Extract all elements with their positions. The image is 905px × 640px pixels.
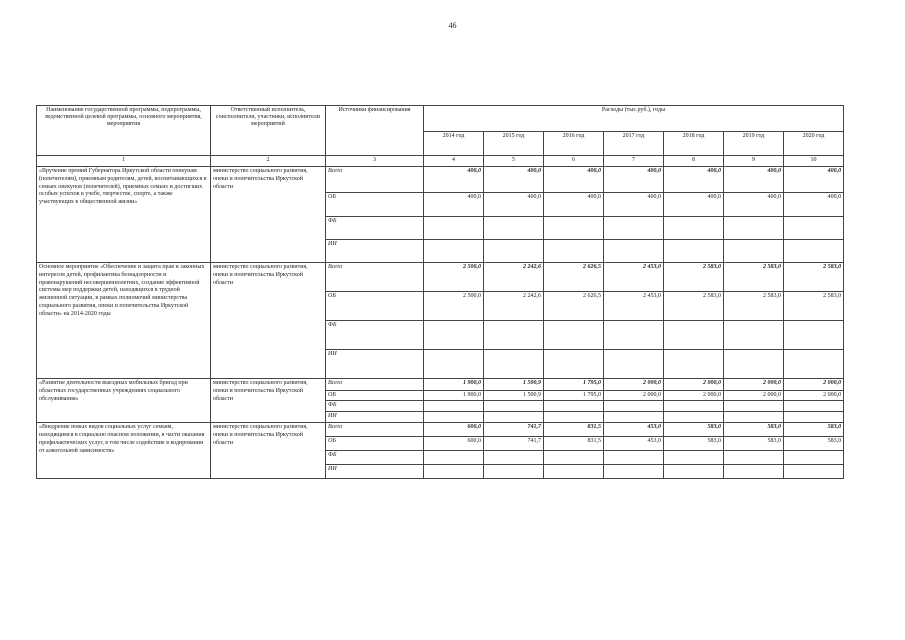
amount-ob: 2 453,0 [604,292,664,321]
amount-ob: 2 000,0 [784,391,844,401]
column-number: 3 [326,156,424,167]
amount-fb [664,401,724,412]
amount-ii [604,465,664,479]
measure-name: «Вручение премий Губернатора Иркутской области опекунам (попечителям), приемным родителям, детей, воспитывающихся в семьях опекунов (попечителей), приемных семьях и достигших особых успехов в учебе, творчестве, спорте, а также участвующих в общественной жизни» [37,167,211,263]
header-source: Источники финансирования [326,106,424,156]
funding-source-total: Всего [326,423,424,437]
table-body [37,167,844,479]
funding-source-fb: ФБ [326,401,424,412]
amount-fb [664,321,724,350]
amount-ob: 741,7 [484,437,544,451]
amount-fb [484,217,544,240]
amount-ob: 2 000,0 [724,391,784,401]
amount-fb [784,401,844,412]
amount-total: 2 242,6 [484,263,544,292]
amount-fb [724,451,784,465]
amount-ii [544,350,604,379]
header-year: 2017 год [604,132,664,156]
amount-fb [724,321,784,350]
amount-fb [664,217,724,240]
amount-ob: 831,5 [544,437,604,451]
amount-total: 2 000,0 [724,379,784,391]
amount-ii [664,465,724,479]
amount-ii [484,240,544,263]
amount-fb [604,451,664,465]
funding-source-ii: ИИ [326,465,424,479]
amount-total: 2 626,5 [544,263,604,292]
amount-ob: 400,0 [664,193,724,217]
column-number: 2 [211,156,326,167]
amount-ob: 2 000,0 [664,391,724,401]
amount-ob: 583,0 [784,437,844,451]
amount-total: 400,0 [604,167,664,193]
amount-ob: 400,0 [424,193,484,217]
amount-total: 400,0 [784,167,844,193]
amount-fb [724,401,784,412]
amount-total: 400,0 [544,167,604,193]
funding-source-fb: ФБ [326,217,424,240]
amount-ob: 400,0 [724,193,784,217]
amount-total: 1 795,0 [544,379,604,391]
responsible-executor: министерство социального развития, опеки и попечительства Иркутской области [211,423,326,479]
amount-total: 583,0 [664,423,724,437]
amount-ob: 2 500,0 [424,292,484,321]
amount-total: 400,0 [664,167,724,193]
amount-ob: 2 583,0 [664,292,724,321]
amount-total: 583,0 [784,423,844,437]
amount-fb [604,401,664,412]
funding-source-ii: ИИ [326,240,424,263]
amount-total: 2 000,0 [604,379,664,391]
funding-source-ob: ОБ [326,193,424,217]
amount-fb [604,321,664,350]
amount-ii [784,412,844,423]
amount-fb [784,217,844,240]
amount-fb [544,217,604,240]
amount-ob: 400,0 [784,193,844,217]
amount-fb [544,401,604,412]
measure-name: «Развитие деятельности выездных мобильных бригад при областных государственных учреждениях социального обслуживания» [37,379,211,423]
amount-ii [724,240,784,263]
amount-fb [484,321,544,350]
table-row [37,167,844,193]
amount-fb [484,401,544,412]
header-year: 2020 год [784,132,844,156]
amount-fb [544,451,604,465]
table-row [37,263,844,292]
budget-table [36,105,844,479]
amount-ii [424,465,484,479]
table-row [37,379,844,391]
amount-fb [484,451,544,465]
amount-ii [724,350,784,379]
amount-ii [604,350,664,379]
amount-total: 400,0 [724,167,784,193]
funding-source-ob: ОБ [326,437,424,451]
amount-total: 600,0 [424,423,484,437]
amount-total: 2 500,0 [424,263,484,292]
amount-ob: 583,0 [724,437,784,451]
amount-total: 2 583,0 [724,263,784,292]
header-year: 2016 год [544,132,604,156]
header-expenses: Расходы (тыс.руб.), годы [424,106,844,132]
amount-fb [664,451,724,465]
amount-fb [724,217,784,240]
amount-ii [784,350,844,379]
amount-ii [664,412,724,423]
column-number: 8 [664,156,724,167]
amount-ob: 1 900,0 [424,391,484,401]
column-number: 4 [424,156,484,167]
funding-source-ii: ИИ [326,412,424,423]
measure-name: Основное мероприятие «Обеспечение и защита прав и законных интересов детей, профилактика безнадзорности и правонарушений несовершеннолетних, создание эффективной системы мер поддержки детей, находящихся в трудной жизненной ситуации, в рамках полномочий министерства социального развития, опеки и попечительства Иркутской области» на 2014-2020 годы [37,263,211,379]
amount-total: 2 453,0 [604,263,664,292]
amount-ii [784,465,844,479]
amount-total: 2 000,0 [664,379,724,391]
amount-ob: 1 500,9 [484,391,544,401]
amount-total: 400,0 [484,167,544,193]
header-name: Наименование государственной программы, подпрограммы, ведомственной целевой программы, основного мероприятия, мероприятия [37,106,211,156]
funding-source-total: Всего [326,263,424,292]
amount-total: 1 500,9 [484,379,544,391]
amount-ob: 2 583,0 [724,292,784,321]
header-year: 2019 год [724,132,784,156]
amount-ii [424,240,484,263]
column-number: 7 [604,156,664,167]
amount-ii [724,465,784,479]
amount-total: 2 000,0 [784,379,844,391]
amount-ob: 400,0 [544,193,604,217]
amount-fb [424,401,484,412]
header-year: 2018 год [664,132,724,156]
amount-total: 2 583,0 [664,263,724,292]
amount-total: 2 583,0 [784,263,844,292]
amount-total: 741,7 [484,423,544,437]
amount-ii [424,350,484,379]
column-number: 5 [484,156,544,167]
amount-fb [784,451,844,465]
amount-ii [424,412,484,423]
amount-fb [424,217,484,240]
amount-ii [484,465,544,479]
column-number: 6 [544,156,604,167]
funding-source-ob: ОБ [326,292,424,321]
amount-ob: 453,0 [604,437,664,451]
amount-ii [544,240,604,263]
amount-ii [784,240,844,263]
amount-ob: 600,0 [424,437,484,451]
responsible-executor: министерство социального развития, опеки и попечительства Иркутской области [211,167,326,263]
header-year: 2014 год [424,132,484,156]
amount-fb [424,451,484,465]
page-number: 46 [448,21,457,30]
amount-ii [724,412,784,423]
amount-fb [604,217,664,240]
amount-ob: 2 626,5 [544,292,604,321]
table-row [37,423,844,437]
amount-fb [544,321,604,350]
funding-source-ob: ОБ [326,391,424,401]
funding-source-total: Всего [326,167,424,193]
amount-ii [484,350,544,379]
funding-source-total: Всего [326,379,424,391]
amount-ob: 2 242,6 [484,292,544,321]
amount-ii [544,412,604,423]
amount-total: 400,0 [424,167,484,193]
amount-ob: 1 795,0 [544,391,604,401]
funding-source-ii: ИИ [326,350,424,379]
responsible-executor: министерство социального развития, опеки и попечительства Иркутской области [211,379,326,423]
column-number: 9 [724,156,784,167]
header-year: 2015 год [484,132,544,156]
column-number: 1 [37,156,211,167]
amount-fb [784,321,844,350]
measure-name: «Внедрение новых видов социальных услуг семьям, находящимся в социально опасном положении, в части оказания профилактических услуг, в том числе содействие в кодировании от алкогольной зависимости» [37,423,211,479]
responsible-executor: министерство социального развития, опеки и попечительства Иркутской области [211,263,326,379]
amount-ob: 2 583,0 [784,292,844,321]
amount-ii [484,412,544,423]
amount-ob: 2 000,0 [604,391,664,401]
header-responsible: Ответственный исполнитель, соисполнители, участники, исполнители мероприятий [211,106,326,156]
funding-source-fb: ФБ [326,321,424,350]
amount-total: 583,0 [724,423,784,437]
amount-ii [664,350,724,379]
amount-ob: 400,0 [484,193,544,217]
funding-source-fb: ФБ [326,451,424,465]
amount-total: 453,0 [604,423,664,437]
amount-ii [604,412,664,423]
amount-ii [604,240,664,263]
amount-fb [424,321,484,350]
amount-total: 831,5 [544,423,604,437]
amount-ob: 400,0 [604,193,664,217]
amount-total: 1 900,0 [424,379,484,391]
column-number: 10 [784,156,844,167]
amount-ii [664,240,724,263]
amount-ii [544,465,604,479]
amount-ob: 583,0 [664,437,724,451]
